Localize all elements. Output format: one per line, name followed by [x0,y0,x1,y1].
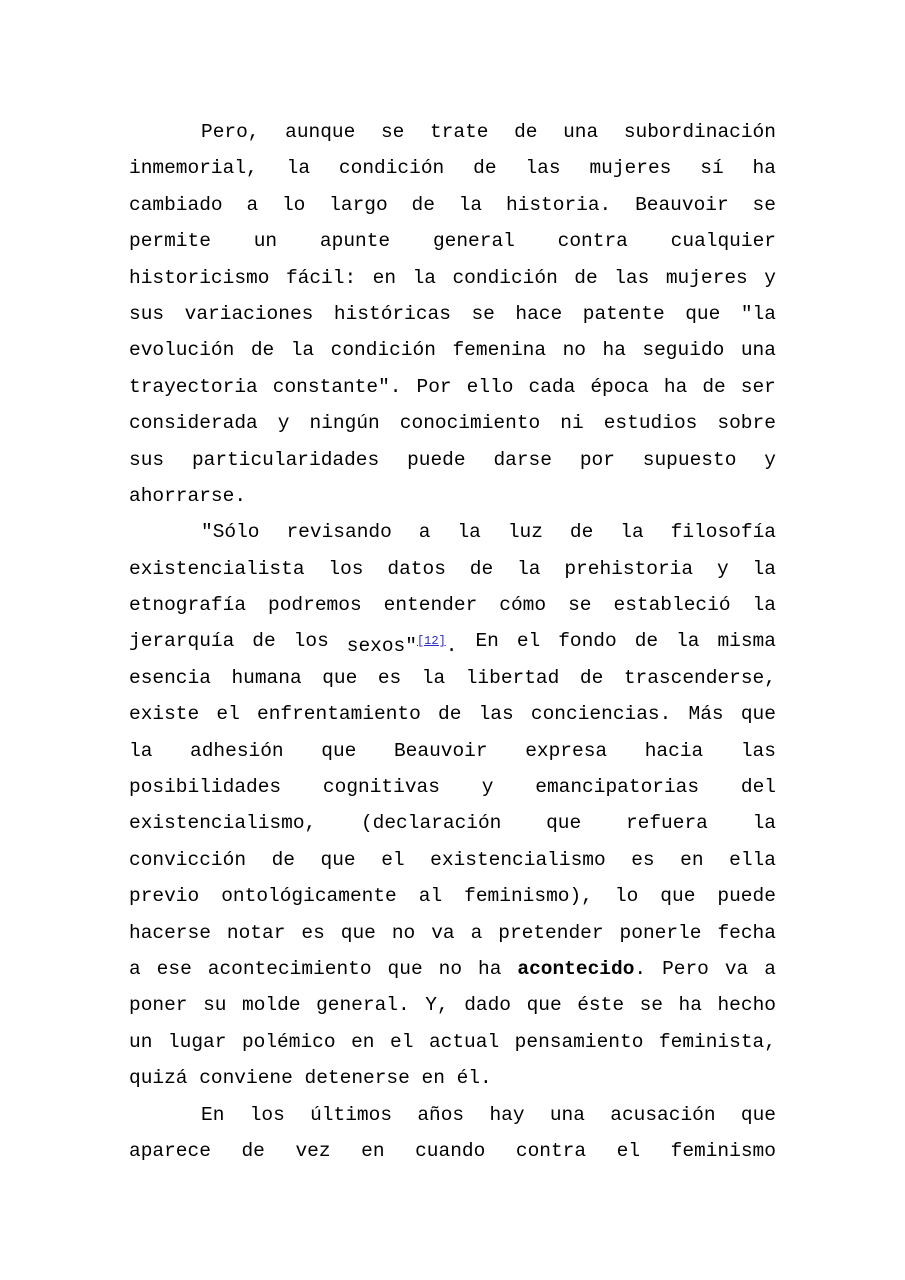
word: apunte [319,230,391,253]
word: un [253,230,278,253]
word: que [387,957,423,980]
word: un [129,1030,153,1053]
document-page [129,114,776,1169]
bold-term: acontecido [517,957,635,980]
word: la [676,630,700,653]
text-line [129,587,776,623]
word: de [634,630,659,653]
word: años [417,1103,465,1126]
word: hay [489,1103,525,1126]
word: de [241,1139,265,1162]
text-line [129,878,776,914]
word: expresa [525,739,608,762]
paragraph [129,514,776,1096]
word: "Sólo [201,521,260,544]
word: hecho [717,994,776,1017]
word: que [340,921,376,944]
word: a [129,957,141,980]
paragraph [129,1097,776,1170]
word: esencia [129,666,211,689]
word: y [481,776,494,799]
text-line [129,1097,776,1133]
word: a [418,521,431,544]
word: el [390,1030,414,1053]
word: aparece [129,1139,211,1162]
word: el [516,630,541,653]
word: luz [507,521,543,544]
word: darse [493,448,552,471]
text-line [129,150,776,186]
word: la [129,739,153,762]
word: que [740,1103,776,1126]
word: a [470,921,483,944]
word: Y, [425,994,449,1017]
word: sexos"[12]. [346,634,458,658]
word: considerada [129,412,258,435]
text-line [129,442,776,478]
word: feminismo), [464,885,593,908]
word: Beauvoir [635,193,729,216]
word: de [514,121,538,143]
text-line [129,551,776,587]
word: En [475,630,499,653]
word: historicismo [129,266,270,289]
word: existe [129,703,200,726]
text-line [129,478,776,514]
word: notar [226,921,286,944]
word: seguido [642,339,725,362]
word: ponerle [619,921,702,944]
word: fácil: [285,266,357,289]
word: entender [383,594,478,617]
word: trate [429,121,489,143]
word: los [293,630,329,653]
word: acontecimiento [207,957,372,980]
word: general [432,230,515,253]
text-line [129,696,776,732]
text-line [129,623,776,659]
word: conocimiento [399,412,541,435]
word: conviene [199,1067,293,1090]
word: ese [156,957,192,980]
word: evolución [129,339,235,362]
word: trayectoria [129,375,258,398]
word: ni [560,412,584,435]
word: y [764,266,776,289]
word: sus [129,302,165,325]
word: ha [752,157,776,180]
word: que [740,703,776,726]
word: que [546,812,582,835]
word: general. [316,994,410,1017]
word: sus [129,448,165,471]
text-line [129,1133,776,1169]
word: jerarquía [129,630,235,653]
word: etnografía [129,594,247,617]
word: particularidades [191,448,380,471]
word: se [568,594,592,617]
word: mujeres [589,157,672,180]
text-line [129,114,776,150]
word: Por [416,375,452,398]
word: lo [614,885,639,908]
word: polémico [241,1030,336,1053]
word: posibilidades [129,776,282,799]
word: ello [466,375,514,398]
word: históricas [333,302,451,325]
word: puede [717,885,776,908]
word: sobre [717,412,776,435]
word: no [438,957,463,980]
word: su [203,994,227,1017]
word: mujeres [665,266,748,289]
word: filosofía [670,521,776,544]
word: Beauvoir [393,739,488,762]
text-line [129,1060,776,1096]
word: las [614,266,650,289]
word: adhesión [190,739,284,762]
word: Pero [662,957,709,980]
word: y [277,412,290,435]
text-line [129,660,776,696]
word: enfrentamiento [257,703,421,726]
word: se [380,121,405,143]
footnote-link[interactable]: [12] [416,634,446,649]
word: de [250,339,275,362]
text-line [129,223,776,259]
word: ha [478,957,502,980]
word: a [246,193,259,216]
word: datos [387,557,446,580]
word: la [290,339,315,362]
word: cualquier [670,230,776,253]
word: los [328,557,364,580]
word: la [286,157,311,180]
word: de [574,266,598,289]
word: de [702,375,726,398]
text-line [129,805,776,841]
word: existencialismo [430,848,606,871]
word: ha [663,375,688,398]
word: éste [577,994,625,1017]
word: a [764,957,776,980]
word: de [252,630,276,653]
word: en [361,1139,385,1162]
word: previo [129,885,200,908]
word: hace [515,302,563,325]
word: va [431,921,455,944]
word: no [562,339,586,362]
word: cuando [415,1139,486,1162]
word: pretender [498,921,604,944]
text-line [129,1024,776,1060]
word: ontológicamente [221,885,397,908]
word: puede [407,448,466,471]
word: de [469,557,494,580]
word: se [639,994,663,1017]
word: últimos [310,1103,393,1126]
word: es [377,666,402,689]
text-line [129,296,776,332]
text-line [129,405,776,441]
word: existencialismo, [129,812,317,835]
word: no [391,921,416,944]
word: ha [678,994,702,1017]
word: quizá [129,1067,188,1090]
word: Más [688,703,724,726]
word: de [569,521,594,544]
word: contra [515,1139,587,1162]
word: vez [295,1139,331,1162]
word: acusación [610,1103,716,1126]
word: hacia [644,739,704,762]
text-line [129,369,776,405]
word: la [752,594,776,617]
word: variaciones [184,302,314,325]
word: la [517,557,541,580]
word: ha [602,339,626,362]
word: feminista, [658,1030,776,1053]
word: fecha [717,921,776,944]
word: cognitivas [322,776,440,799]
word: humana [231,666,302,689]
word: permite [129,230,211,253]
word: en [372,266,397,289]
word: las [478,703,514,726]
word: pensamiento [514,1030,644,1053]
word: época [590,375,649,398]
word: En [201,1103,225,1126]
word: la [421,666,446,689]
word: que [685,302,721,325]
paragraph [129,114,776,514]
word: estableció [613,594,731,617]
word: y [716,557,729,580]
word: las [740,739,776,762]
word: emancipatorias [535,776,700,799]
word: la [620,521,644,544]
word: de [579,666,604,689]
word: se [752,193,776,216]
word: Pero, [201,121,260,143]
word: la [752,812,776,835]
word: inmemorial, [129,157,258,180]
word: molde [242,994,301,1017]
word: ser [740,375,776,398]
word: "la [740,302,776,325]
word: podremos [268,594,362,617]
text-line [129,951,776,987]
text-line [129,514,776,550]
word: historia. [505,193,612,216]
word: lo [281,193,306,216]
word: cambiado [129,193,223,216]
word: de [411,193,435,216]
text-line [129,769,776,805]
word: una [549,1103,585,1126]
word: va [724,957,749,980]
word: acontecido. [517,957,647,980]
word: el [216,703,240,726]
word: conciencias. [530,703,672,726]
word: en [421,1067,445,1090]
word: estudios [603,412,698,435]
word: se [471,302,495,325]
word: que [322,666,358,689]
word: misma [717,630,776,653]
word: al [418,885,443,908]
word: revisando [286,521,392,544]
word: fondo [558,630,617,653]
word: que [320,848,356,871]
word: cómo [499,594,547,617]
word: poner [129,994,188,1017]
word: de [473,157,497,180]
word: los [249,1103,285,1126]
word: una [740,339,776,362]
word: actual [428,1030,500,1053]
word: existencialista [129,557,305,580]
word: en [680,848,704,871]
word: que [321,739,357,762]
word: la [458,193,483,216]
word: por [579,448,615,471]
text-line [129,187,776,223]
word: la [752,557,776,580]
text-line [129,332,776,368]
word: que [526,994,562,1017]
word: él. [456,1067,492,1090]
word: feminismo [670,1139,776,1162]
word: libertad [465,666,560,689]
word: que [660,885,696,908]
word: sí [700,157,724,180]
word: la [412,266,436,289]
word: de [271,848,295,871]
word: (declaración [360,812,502,835]
word: subordinación [623,121,776,143]
text-line [129,987,776,1023]
word: el [381,848,405,871]
word: condición [452,266,558,289]
word: y [764,448,776,471]
word: cada [528,375,576,398]
word: en [351,1030,375,1053]
word: contra [557,230,628,253]
word: ella [729,848,776,871]
text-line [129,260,776,296]
word: hacerse [129,921,211,944]
text-line [129,915,776,951]
word: largo [329,193,388,216]
word: ahorrarse. [129,484,247,507]
word: es [631,848,655,871]
word: detenerse [304,1067,410,1090]
word: aunque [285,121,356,143]
text-line [129,842,776,878]
word: refuera [625,812,708,835]
word: trascenderse, [623,666,776,689]
text-line [129,733,776,769]
word: lugar [167,1030,227,1053]
word: condición [338,157,445,180]
word: prehistoria [564,557,694,580]
word: el [616,1139,641,1162]
word: supuesto [642,448,737,471]
word: condición [330,339,436,362]
word: las [525,157,561,180]
word: femenina [452,339,547,362]
word: dado [464,994,512,1017]
word: ningún [309,412,380,435]
word: constante". [272,375,402,398]
word: la [457,521,481,544]
word: de [438,703,462,726]
word: una [563,121,599,143]
word: patente [582,302,665,325]
word: del [740,776,776,799]
word: convicción [129,848,247,871]
word: es [301,921,325,944]
